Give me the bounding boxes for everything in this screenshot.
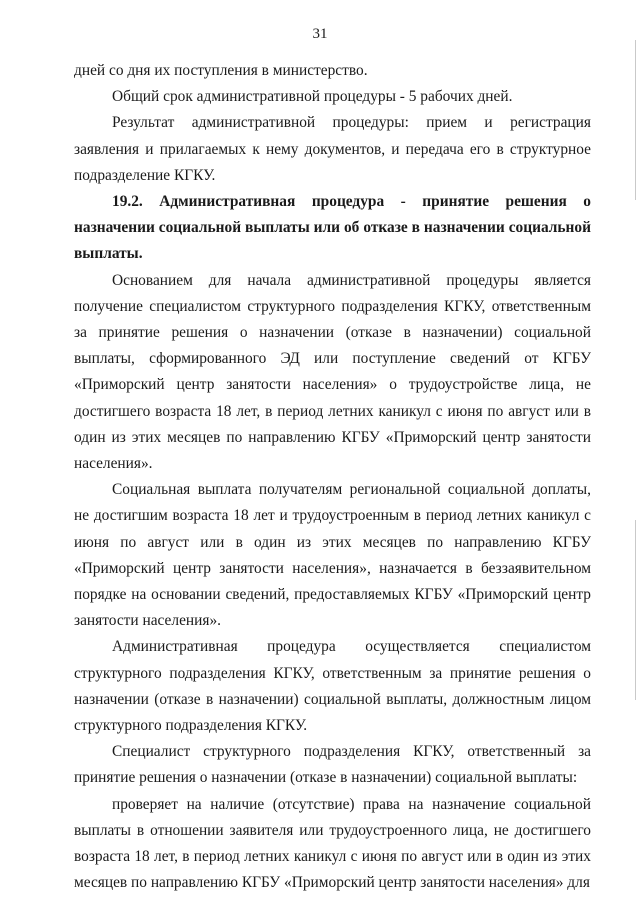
scan-edge-mark (635, 520, 636, 700)
paragraph-specialist: Специалист структурного подразделения КГКУ, ответственный за принятие решения о назначении (отказе в назначении) социальной выплаты: (74, 743, 591, 787)
paragraph-continuation: дней со дня их поступления в министерство. (74, 62, 368, 79)
paragraph-grounds: Основанием для начала административной процедуры является получение специалистом структурного подразделения КГКУ, ответственным за принятие решения о назначении (отказе в назначении) социальной выплаты, сформированного ЭД или поступление сведений от КГБУ «Приморский центр занятости населения» о трудоустройстве лица, не достигшего возраста 18 лет, в период летних каникул с июня по август или в один из этих месяцев по направлению КГБУ «Приморский центр занятости населения». (74, 271, 591, 473)
body-text (74, 58, 591, 897)
section-heading-19-2: 19.2. Административная процедура - принятие решения о назначении социальной выплаты или об отказе в назначении социальной выплаты. (74, 193, 591, 263)
paragraph-responsible: Административная процедура осуществляется специалистом структурного подразделения КГКУ, ответственным за принятие решения о назначении (отказе в назначении) социальной выплаты, должностным лицом структурного подразделения КГКУ. (74, 638, 591, 735)
scan-edge-mark (635, 40, 636, 200)
paragraph-procedure-result: Результат административной процедуры: прием и регистрация заявления и прилагаемых к нему документов, и передача его в структурное подразделение КГКУ. (74, 114, 591, 184)
paragraph-checks-rights: проверяет на наличие (отсутствие) права на назначение социальной выплаты в отношении заявителя или трудоустроенного лица, не достигшего возраста 18 лет, в период летних каникул с июня по август или в один из этих месяцев по направлению КГБУ «Приморский центр занятости населения» для (74, 795, 591, 892)
paragraph-social-payment: Социальная выплата получателям региональной социальной доплаты, не достигшим возраста 18 лет и трудоустроенным в период летних каникул с июня по август или в один из этих месяцев по направлению КГБУ «Приморский центр занятости населения», назначается в беззаявительном порядке на основании сведений, предоставляемых КГБУ «Приморский центр занятости населения». (74, 481, 591, 630)
paragraph-procedure-duration: Общий срок административной процедуры - 5 рабочих дней. (112, 88, 513, 106)
page-number: 31 (312, 26, 328, 42)
